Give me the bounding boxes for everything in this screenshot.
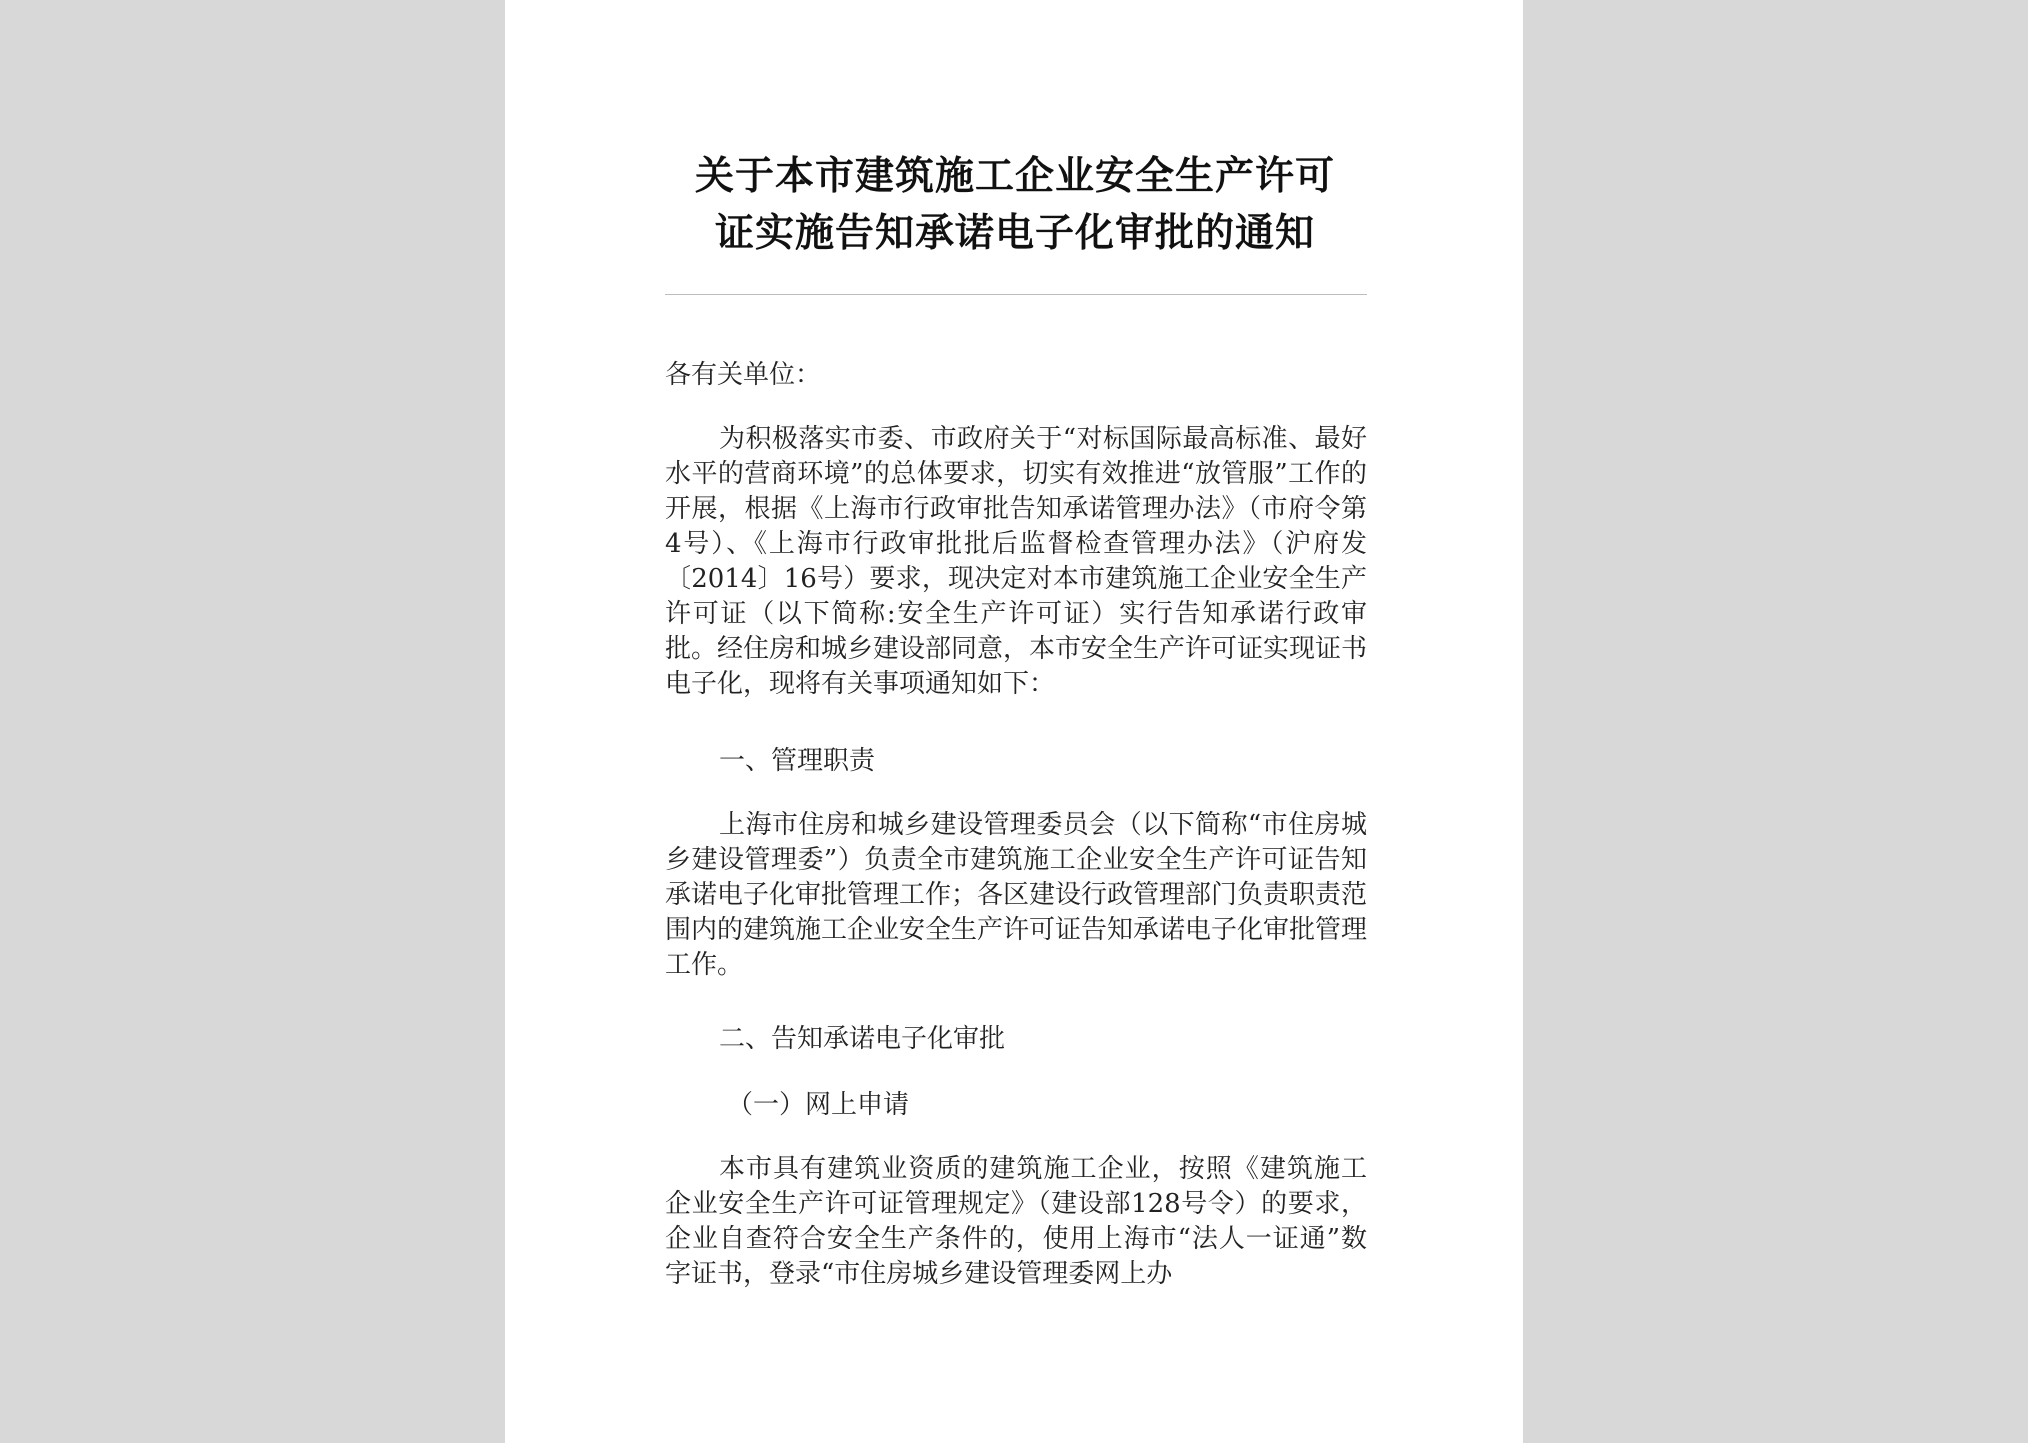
section-heading-1: 一、管理职责: [719, 746, 876, 776]
title-line-1: 关于本市建筑施工企业安全生产许可: [694, 153, 1335, 199]
document-title: [665, 148, 1365, 262]
salutation: 各有关单位：: [665, 360, 822, 390]
paragraph-intro: 为积极落实市委、市政府关于“对标国际最高标准、最好水平的营商环境”的总体要求，切实有效推进“放管服”工作的开展，根据《上海市行政审批告知承诺管理办法》（市府令第4号）、《上海市行政审批批后监督检查管理办法》（沪府发〔2014〕16号）要求，现决定对本市建筑施工企业安全生产许可证（以下简称:安全生产许可证）实行告知承诺行政审批。经住房和城乡建设部同意，本市安全生产许可证实现证书电子化，现将有关事项通知如下：: [665, 424, 1368, 699]
document-page: [505, 0, 1523, 1443]
title-divider: [665, 294, 1367, 295]
paragraph-online-application: 本市具有建筑业资质的建筑施工企业，按照《建筑施工企业安全生产许可证管理规定》（建设部128号令）的要求，企业自查符合安全生产条件的，使用上海市“法人一证通”数字证书，登录“市住房城乡建设管理委网上办: [665, 1154, 1367, 1289]
paragraph-responsibilities: 上海市住房和城乡建设管理委员会（以下简称“市住房城乡建设管理委”）负责全市建筑施工企业安全生产许可证告知承诺电子化审批管理工作；各区建设行政管理部门负责职责范围内的建筑施工企业安全生产许可证告知承诺电子化审批管理工作。: [665, 810, 1368, 980]
section-heading-2: 二、告知承诺电子化审批: [719, 1024, 1006, 1054]
title-line-2: 证实施告知承诺电子化审批的通知: [714, 210, 1315, 256]
subsection-heading-1: （一）网上申请: [727, 1090, 910, 1120]
